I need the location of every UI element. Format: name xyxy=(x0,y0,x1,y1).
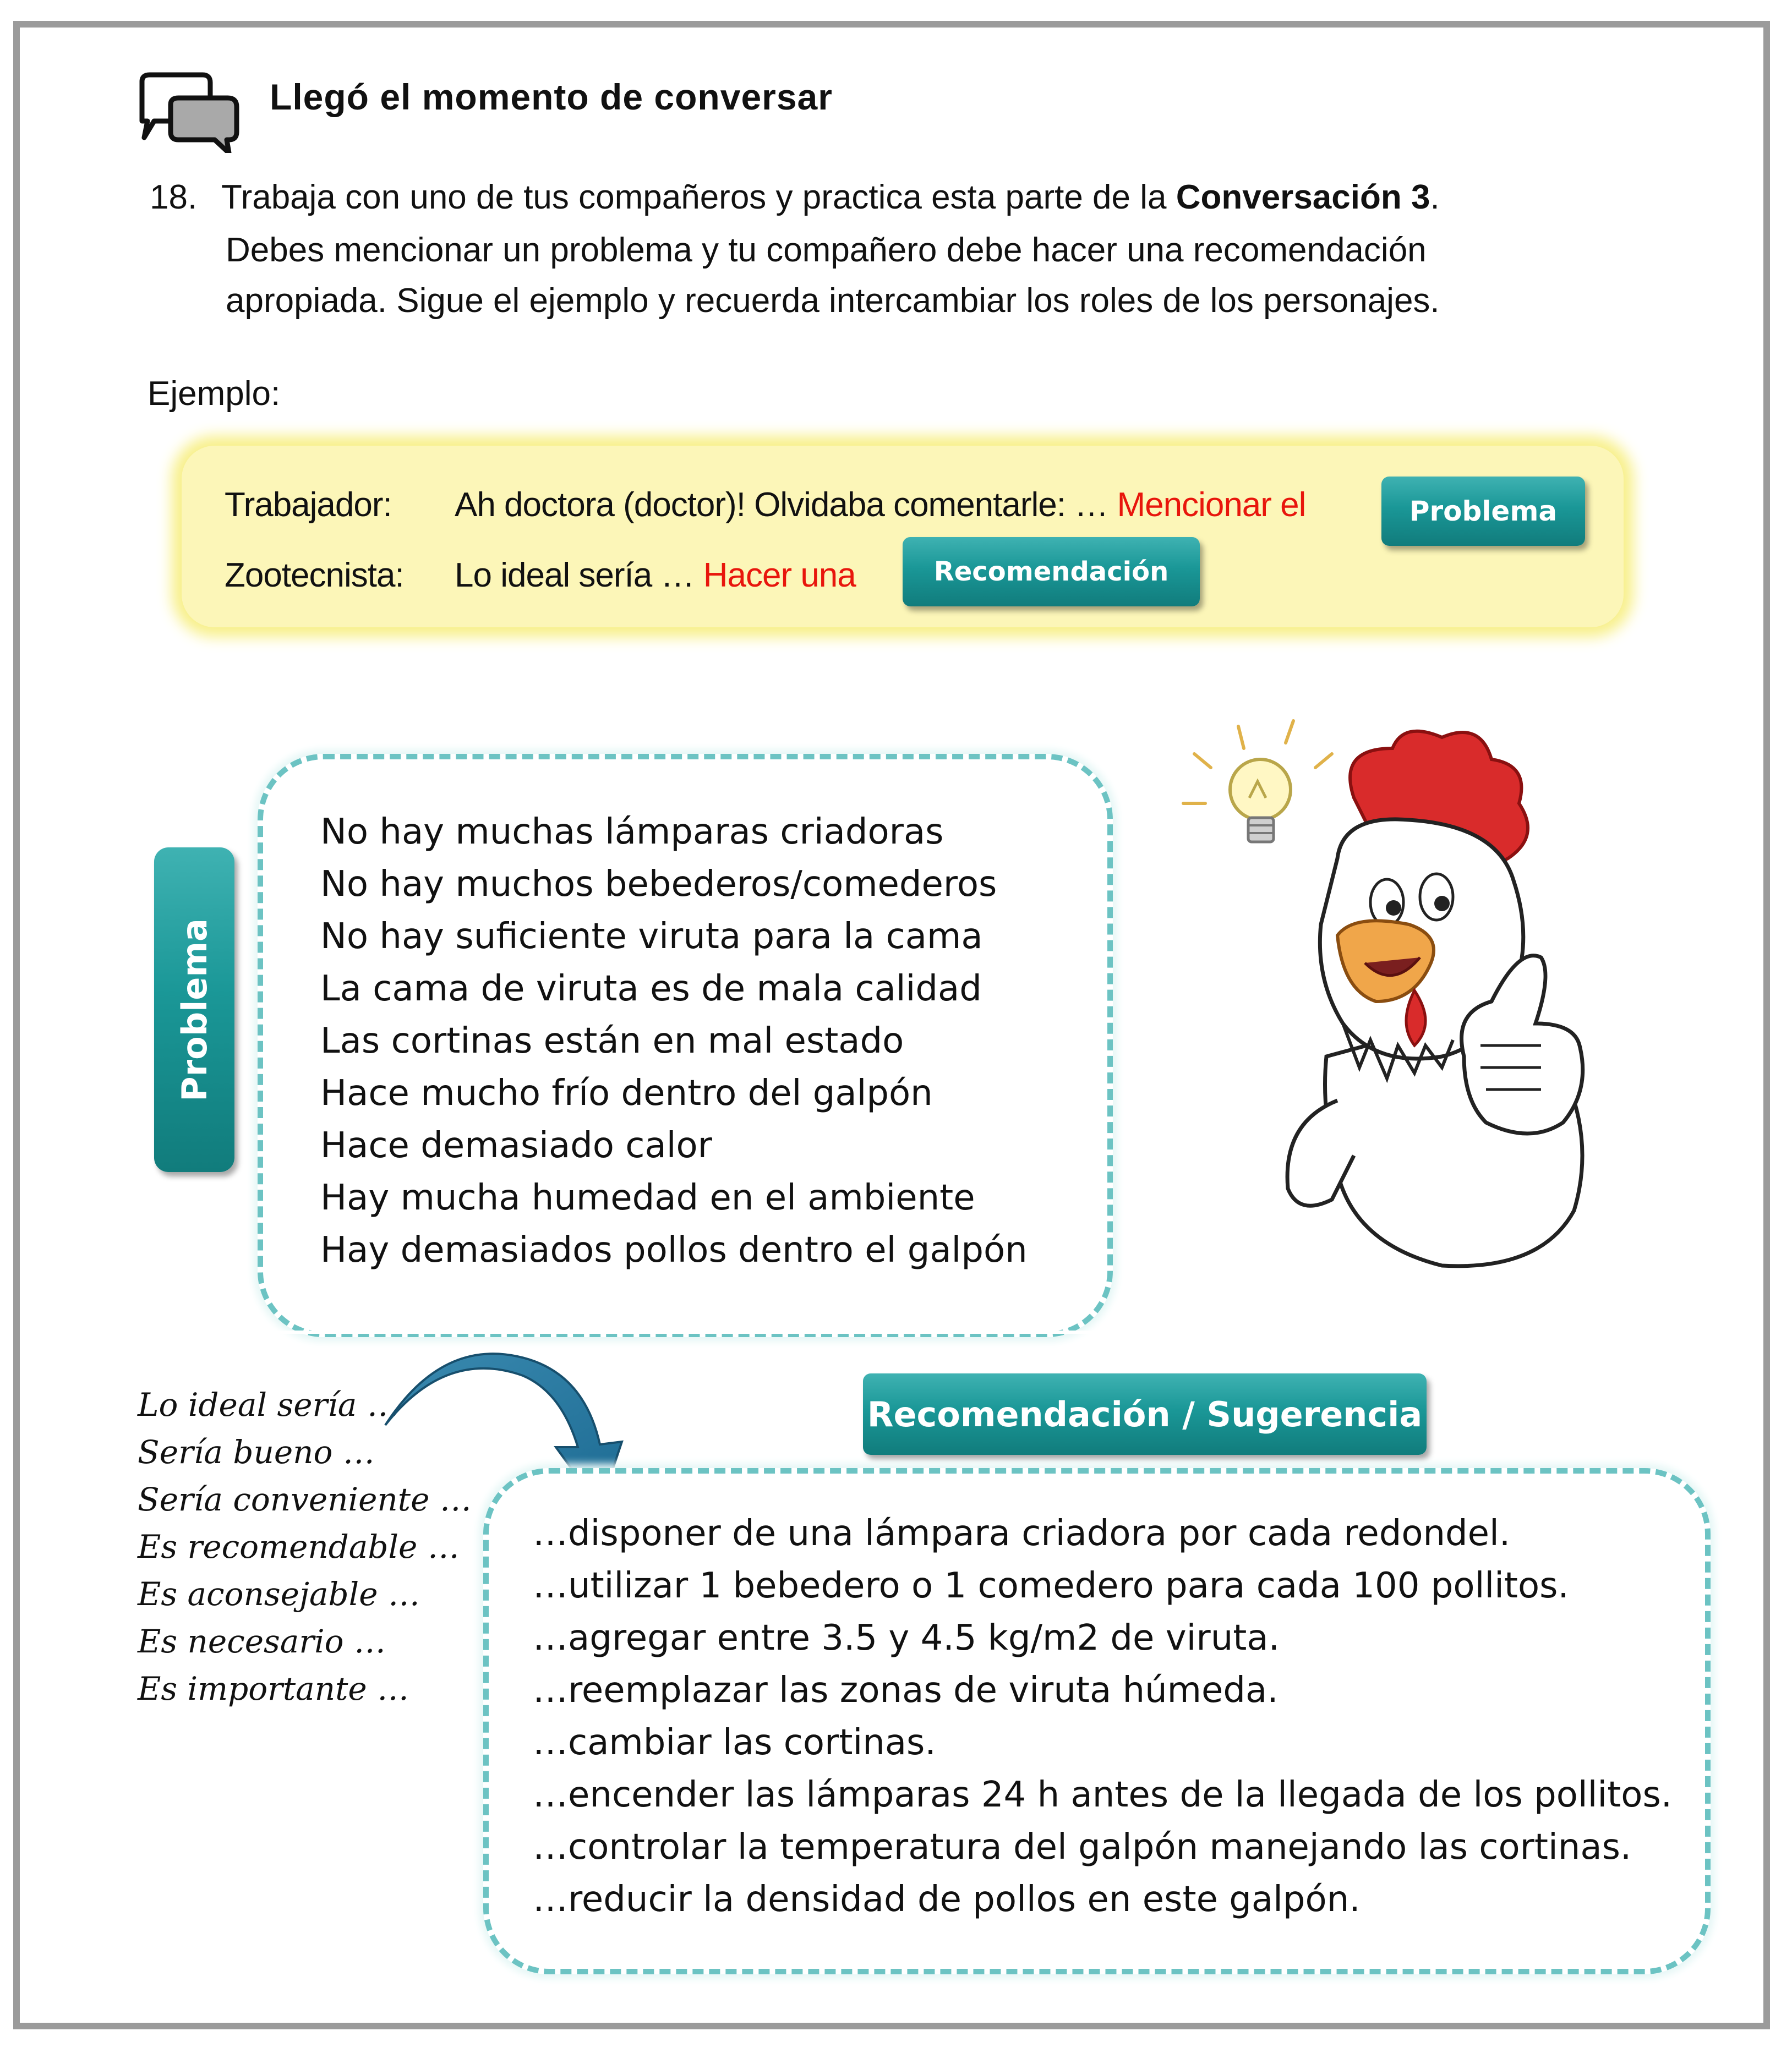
list-item: Hace demasiado calor xyxy=(320,1125,712,1166)
list-item: Es importante … xyxy=(138,1670,409,1707)
list-item: Hace mucho frío dentro del galpón xyxy=(320,1073,933,1114)
worker-line: Ah doctora (doctor)! Olvidaba comentarle: … Mencionar el xyxy=(455,486,1306,524)
rooster-mascot-illustration xyxy=(1156,715,1607,1277)
list-item: Hay mucha humedad en el ambiente xyxy=(320,1178,975,1218)
list-item: La cama de viruta es de mala calidad xyxy=(320,968,982,1009)
list-item: …agregar entre 3.5 y 4.5 kg/m2 de viruta. xyxy=(533,1618,1280,1658)
list-item: Es necesario … xyxy=(138,1623,386,1660)
zootecnista-instruction: Hacer una xyxy=(703,556,856,594)
worker-role: Trabajador: xyxy=(225,486,392,524)
list-item: Lo ideal sería … xyxy=(138,1386,399,1424)
list-item: Es recomendable … xyxy=(138,1528,460,1565)
list-item: …encender las lámparas 24 h antes de la llegada de los pollitos. xyxy=(533,1775,1673,1815)
list-item: …reducir la densidad de pollos en este galpón. xyxy=(533,1879,1361,1920)
list-item: …disponer de una lámpara criadora por cada redondel. xyxy=(533,1513,1511,1554)
section-title: Llegó el momento de conversar xyxy=(270,76,833,117)
list-item: No hay muchas lámparas criadoras xyxy=(320,812,944,852)
section-divider xyxy=(20,1331,1763,1334)
recommendation-tag: Recomendación xyxy=(903,537,1200,606)
instruction-line-3: apropiada. Sigue el ejemplo y recuerda intercambiar los roles de los personajes. xyxy=(226,282,1440,320)
speech-bubbles-icon xyxy=(132,70,242,153)
instruction-line-1: Trabaja con uno de tus compañeros y practica esta parte de la Conversación 3. xyxy=(221,178,1440,216)
list-item: …controlar la temperatura del galpón manejando las cortinas. xyxy=(533,1827,1632,1868)
worker-instruction: Mencionar el xyxy=(1117,486,1306,524)
recommendation-header-tab: Recomendación / Sugerencia xyxy=(863,1373,1427,1455)
zootecnista-role: Zootecnista: xyxy=(225,556,404,594)
list-item: …reemplazar las zonas de viruta húmeda. xyxy=(533,1670,1279,1711)
list-item: Es aconsejable … xyxy=(138,1575,420,1613)
list-item: Sería conveniente … xyxy=(138,1481,472,1518)
zootecnista-line: Lo ideal sería … Hacer una xyxy=(455,556,856,594)
problems-list xyxy=(320,806,1028,1277)
problem-vertical-label: Problema xyxy=(174,918,215,1102)
list-item: Sería bueno … xyxy=(138,1433,375,1471)
conversation-reference: Conversación 3 xyxy=(1176,178,1430,216)
list-item: …utilizar 1 bebedero o 1 comedero para cada 100 pollitos. xyxy=(533,1565,1569,1606)
list-item: …cambiar las cortinas. xyxy=(533,1722,936,1763)
example-label: Ejemplo: xyxy=(147,375,281,413)
recommendations-list xyxy=(533,1508,1672,1926)
list-item: Las cortinas están en mal estado xyxy=(320,1021,904,1061)
problem-vertical-tab xyxy=(154,847,234,1172)
list-item: No hay muchos bebederos/comederos xyxy=(320,864,997,905)
instruction-number: 18. xyxy=(150,178,198,216)
instruction-line-2: Debes mencionar un problema y tu compañero debe hacer una recomendación xyxy=(226,231,1427,269)
list-item: Hay demasiados pollos dentro el galpón xyxy=(320,1230,1028,1271)
list-item: No hay suficiente viruta para la cama xyxy=(320,916,983,957)
problem-tag: Problema xyxy=(1381,477,1585,546)
